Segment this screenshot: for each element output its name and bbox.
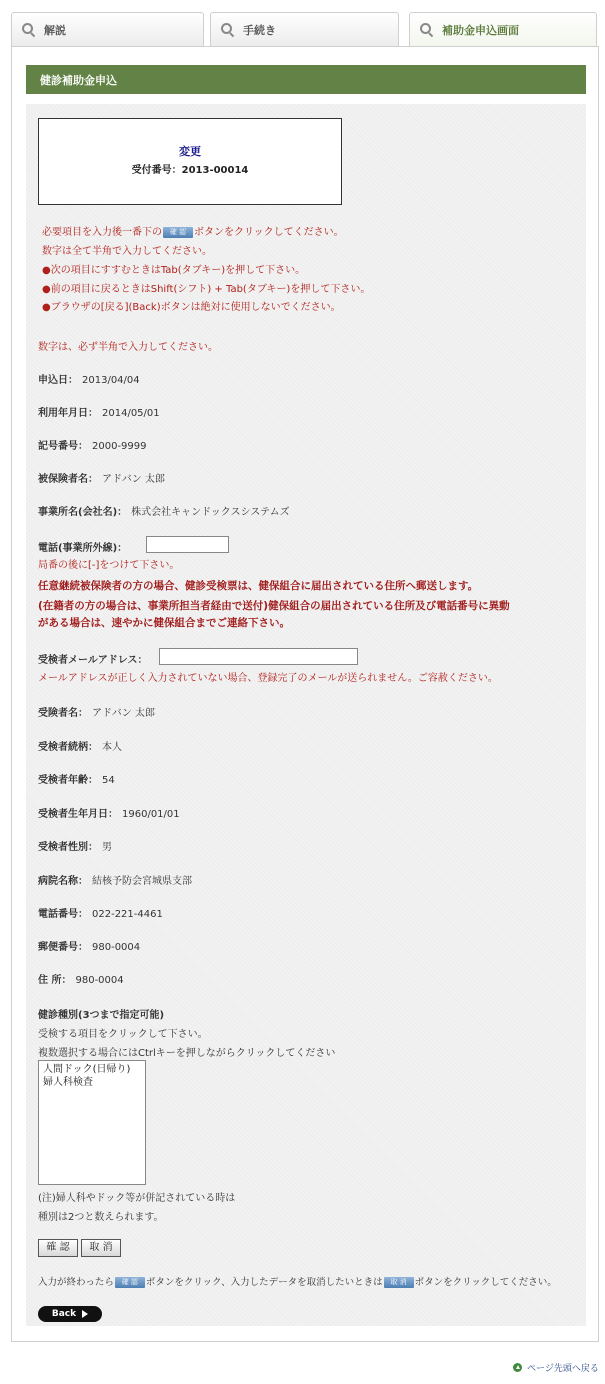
confirm-mini-icon: 確 認 [115,1277,145,1288]
field-label: 受検者年齢： [38,775,98,786]
exam-type-note-2: 種別は2つと数えられます。 [38,1212,164,1223]
symbol-number-row [38,437,147,452]
field-value: 男 [102,842,112,853]
postal-row [38,938,140,953]
phone-input[interactable] [146,536,229,553]
email-row [38,651,148,666]
instruction-line-4: ●前の項目に戻るときはShift(シフト) + Tab(タブキー)を押して下さい。 [42,284,371,295]
field-label: 受険者名： [38,708,88,719]
notice-line-2: (在籍者の方の場合は、事業所担当者経由で送付)健保組合の届出されている住所及び電話番号に異動 [38,600,510,612]
address-row [38,971,124,986]
instruction-line-1 [42,223,344,238]
tel-row [38,905,163,920]
exam-type-option[interactable]: 人間ドック(日帰り) [43,1064,131,1075]
instruction-line-3: ●次の項目にすすむときはTab(タブキー)を押して下さい。 [42,265,306,276]
hospital-row [38,872,192,887]
age-row [38,771,115,786]
field-label: 電話番号： [38,909,88,920]
footer-text: ボタンをクリックしてください。 [414,1277,557,1288]
email-input[interactable] [159,648,358,665]
page-top-link[interactable] [513,1361,599,1374]
field-label: 受検者続柄： [38,742,98,753]
tab-procedure[interactable] [210,12,399,46]
examinee-name-row [38,704,155,719]
company-name-row [38,503,290,518]
field-value: アドバン 太郎 [92,708,155,719]
field-label: 電話(事業所外線)： [38,543,128,554]
status-box [38,118,342,205]
footer-text: ボタンをクリック、入力したデータを取消したいときは [145,1277,383,1288]
relation-row [38,738,122,753]
cancel-button[interactable]: 取 消 [81,1239,121,1257]
field-label: 住 所： [38,975,72,986]
field-value: 結核予防会宮城県支部 [92,876,192,887]
notice-line-3: がある場合は、速やかに健保組合までご連絡下さい。 [38,617,290,629]
confirm-mini-icon: 確 認 [163,227,193,238]
confirm-button[interactable]: 確 認 [38,1239,78,1257]
field-value: 2013/04/04 [82,375,140,386]
notice-line-1: 任意継続被保険者の方の場合、健診受検票は、健保組合に届出されている住所へ郵送します。 [38,580,479,592]
tab-bar [11,12,599,46]
field-label: 被保険者名： [38,474,98,485]
cancel-mini-icon: 取 消 [384,1277,414,1288]
field-value: 本人 [102,742,122,753]
exam-type-listbox[interactable] [38,1060,146,1185]
phone-note: 局番の後に[-]をつけて下さい。 [38,560,180,571]
instruction-line-5: ●ブラウザの[戻る](Back)ボタンは絶対に使用しないでください。 [42,302,341,313]
field-label: 受検者性別： [38,842,98,853]
page-top-label: ページ先頭へ戻る [527,1364,599,1374]
half-width-note: 数字は、必ず半角で入力してください。 [38,342,218,353]
field-label: 病院名称： [38,876,88,887]
field-value: アドバン 太郎 [102,474,165,485]
field-label: 申込日： [38,375,78,386]
birthdate-row [38,805,180,820]
exam-type-label: 健診種別(3つまで指定可能) [38,1010,165,1021]
apply-date-row [38,371,140,386]
field-value: 022-221-4461 [92,909,163,920]
search-icon [221,23,235,37]
email-note: メールアドレスが正しく入力されていない場合、登録完了のメールが送られません。ご容赦ください。 [38,673,498,684]
change-label: 変更 [179,145,201,158]
tab-label: 補助金申込画面 [442,23,519,37]
field-value: 株式会社キャンドックスシステムズ [131,507,290,518]
tab-subsidy-application[interactable] [409,12,597,46]
search-icon [420,23,434,37]
use-month-row [38,404,160,419]
receipt-number: 受付番号：2013-00014 [131,165,249,176]
field-label: 受検者メールアドレス： [38,655,148,666]
back-button[interactable] [38,1306,102,1322]
back-label: Back [51,1309,77,1319]
page-title: 健診補助金申込 [26,65,586,94]
footer-text: 入力が終わったら [38,1277,114,1288]
field-label: 事業所名(会社名)： [38,507,128,518]
field-value: 980-0004 [92,942,141,953]
search-icon [22,23,36,37]
tab-label: 解説 [44,23,66,37]
field-value: 1960/01/01 [122,809,180,820]
exam-type-hint-1: 受検する項目をクリックして下さい。 [38,1029,208,1040]
instruction-line-2: 数字は全て半角で入力してください。 [42,246,212,257]
field-value: 2014/05/01 [102,408,160,419]
exam-type-option[interactable]: 婦人科検査 [43,1077,93,1088]
field-label: 利用年月日： [38,408,98,419]
instruction-text: 必要項目を入力後一番下の [42,227,162,238]
insured-name-row [38,470,165,485]
exam-type-hint-2: 複数選択する場合にはCtrlキーを押しながらクリックしてください [38,1048,336,1059]
field-value: 980-0004 [75,975,124,986]
field-label: 記号番号： [38,441,88,452]
gender-row [38,838,112,853]
field-value: 54 [102,775,115,786]
phone-row [38,539,127,554]
footer-instruction [38,1274,557,1288]
tab-explanation[interactable] [11,12,204,46]
tab-label: 手続き [243,23,276,37]
field-label: 郵便番号： [38,942,88,953]
exam-type-note-1: (注)婦人科やドック等が併記されている時は [38,1193,236,1204]
play-arrow-icon [82,1310,88,1318]
arrow-up-circle-icon [513,1363,522,1372]
field-value: 2000-9999 [92,441,147,452]
instruction-text: ボタンをクリックしてください。 [194,227,344,238]
field-label: 受検者生年月日： [38,809,118,820]
